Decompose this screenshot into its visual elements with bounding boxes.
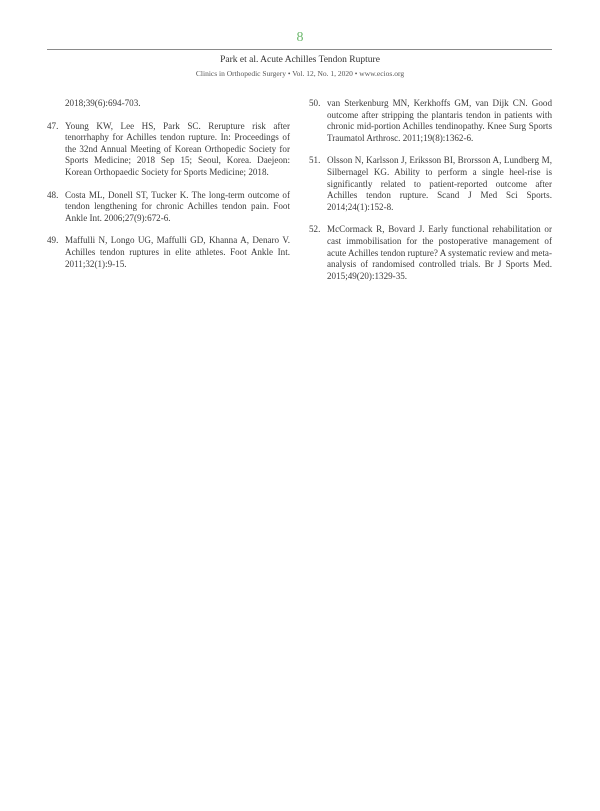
reference-item [309,155,552,213]
reference-continued: 2018;39(6):694-703. [65,98,141,108]
reference-text: McCormack R, Bovard J. Early functional rehabilitation or cast immobilisation for the postoperative management of acute Achilles tendon rupture? A systematic review and meta-analysis of randomised controlled trials. Br J Sports Med. 2015;49(20):1329-35. [327,224,552,281]
reference-item [47,190,290,225]
references-left-column [47,98,290,281]
reference-number: 47. [47,120,59,131]
reference-number: 50. [309,98,321,108]
reference-item [309,98,552,144]
reference-number: 51. [309,155,321,166]
reference-item [309,224,552,282]
reference-text: Young KW, Lee HS, Park SC. Rerupture risk after tenorrhaphy for Achilles tendon rupture. In: Proceedings of the 32nd Annual Meeting of Korean Orthopedic Society for Sports Medicine; 2018 Sep 15; Seoul, Korea. Daejeon: Korean Orthopaedic Society for Sports Medicine; 2018. [65,120,290,177]
reference-item [47,121,290,179]
running-title: Park et al. Acute Achilles Tendon Rupture [220,55,380,65]
reference-text: Costa ML, Donell ST, Tucker K. The long-term outcome of tendon lengthening for chronic Achilles tendon pain. Foot Ankle Int. 2006;27(9):672-6. [65,189,290,223]
reference-item [47,235,290,270]
page-number: 8 [296,30,304,45]
reference-text: Olsson N, Karlsson J, Eriksson BI, Brorsson A, Lundberg M, Silbernagel KG. Ability to perform a single heel-rise is significantly related to patient-reported outcome after Achilles tendon rupture. Scand J Med Sci Sports. 2014;24(1):152-8. [327,155,552,212]
header-rule [47,49,552,50]
journal-line: Clinics in Orthopedic Surgery • Vol. 12, No. 1, 2020 • www.ecios.org [195,69,405,78]
references-right-column [309,98,552,293]
reference-text: van Sterkenburg MN, Kerkhoffs GM, van Dijk CN. Good outcome after stripping the plantaris tendon in patients with chronic mid-portion Achilles tendinopathy. Knee Surg Sports Traumatol Arthrosc. 2011;19(8):1362-6. [327,98,552,143]
reference-number: 52. [309,224,321,235]
reference-number: 48. [47,189,59,200]
reference-number: 49. [47,235,59,246]
reference-text: Maffulli N, Longo UG, Maffulli GD, Khanna A, Denaro V. Achilles tendon ruptures in elite athletes. Foot Ankle Int. 2011;32(1):9-15. [65,235,290,269]
